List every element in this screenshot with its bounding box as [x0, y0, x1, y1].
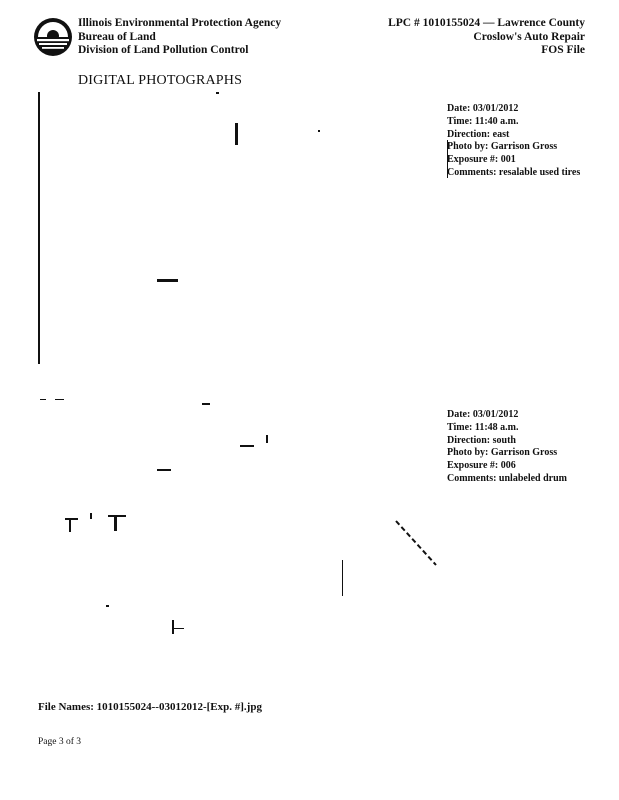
- photo-1-direction: Direction: east: [447, 128, 510, 140]
- division-name: Division of Land Pollution Control: [78, 44, 249, 56]
- photo-2-direction: Direction: south: [447, 434, 516, 446]
- photo-1-photographer: Photo by: Garrison Gross: [447, 141, 558, 153]
- photo-1-details: [447, 103, 597, 180]
- photo-2-comments: Comments: unlabeled drum: [447, 472, 568, 484]
- photo-2-diagonal-speck: [392, 517, 440, 569]
- lpc-number: LPC # 1010155024 — Lawrence County: [388, 17, 585, 29]
- photo-1-speck: [157, 279, 178, 282]
- page-title: DIGITAL PHOTOGRAPHS: [78, 73, 243, 88]
- file-type: FOS File: [541, 44, 585, 56]
- photo-2-details: [447, 409, 597, 486]
- photo-1-comments: Comments: resalable used tires: [447, 166, 581, 178]
- page-number: Page 3 of 3: [38, 737, 82, 747]
- photo-2-speck: [65, 518, 78, 520]
- photo-2-speck: [55, 399, 64, 400]
- bureau-name: Bureau of Land: [78, 30, 156, 43]
- photo-1-exposure: Exposure #: 001: [447, 154, 516, 166]
- photo-2-speck: [342, 560, 343, 596]
- photo-2-exposure: Exposure #: 006: [447, 460, 516, 472]
- photo-2-speck: [172, 620, 174, 634]
- illinois-epa-seal-icon: [33, 17, 73, 57]
- photo-1: [36, 90, 436, 370]
- photo-2-speck: [108, 515, 126, 517]
- photo-1-speck: [216, 92, 219, 94]
- photo-2-speck: [106, 605, 109, 607]
- photo-2-time: Time: 11:48 a.m.: [447, 421, 519, 433]
- photo-2-speck: [202, 403, 210, 405]
- photo-2-speck: [69, 518, 71, 532]
- photo-1-speck: [235, 123, 238, 145]
- file-names: File Names: 1010155024--03012012-[Exp. #].jpg: [38, 701, 262, 713]
- photo-2-photographer: Photo by: Garrison Gross: [447, 447, 558, 459]
- agency-header: [78, 17, 281, 58]
- photo-1-edge: [38, 92, 40, 364]
- photo-2-speck: [266, 435, 268, 443]
- photo-2-speck: [157, 469, 171, 471]
- agency-name: Illinois Environmental Protection Agency: [78, 17, 282, 29]
- site-header: [388, 17, 585, 58]
- photo-2-speck: [240, 445, 254, 447]
- site-name: Croslow's Auto Repair: [473, 30, 585, 43]
- photo-2: [36, 385, 436, 645]
- photo-2-date: Date: 03/01/2012: [447, 409, 519, 420]
- photo-2-speck: [114, 515, 117, 531]
- photo-2-speck: [172, 628, 184, 629]
- photo-1-speck: [318, 130, 320, 132]
- photo-2-speck: [40, 399, 46, 400]
- photo-2-speck: [90, 513, 92, 519]
- photo-1-time: Time: 11:40 a.m.: [447, 115, 519, 127]
- photo-1-date: Date: 03/01/2012: [447, 103, 519, 114]
